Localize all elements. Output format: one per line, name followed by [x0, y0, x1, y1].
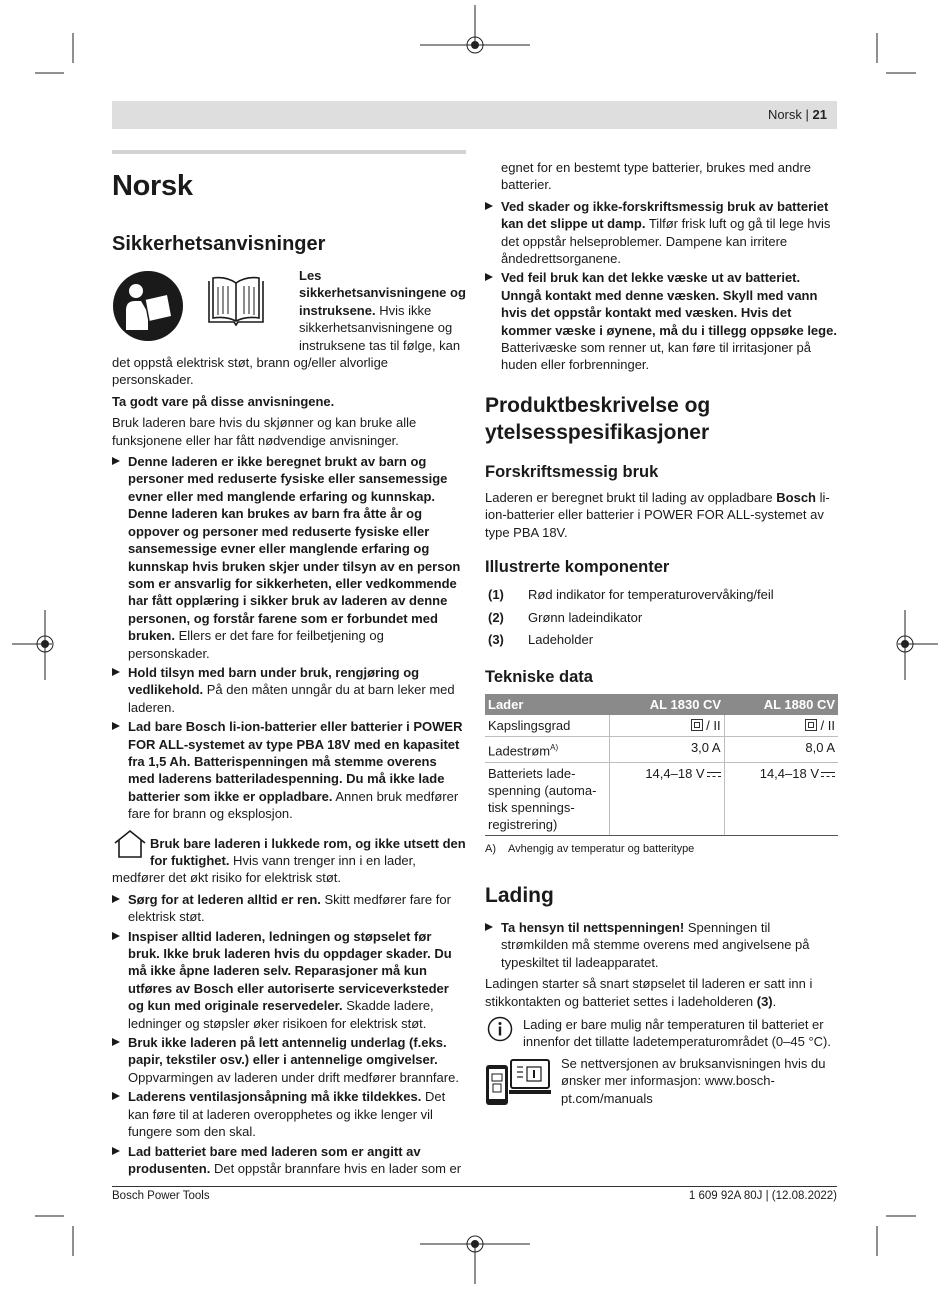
info-icon: [487, 1016, 513, 1042]
web-note-text: Se nettversjonen av bruksanvisningen hvis du ønsker mer informasjon: www.bosch-pt.com/manuals: [561, 1055, 826, 1106]
charging-bullets: [485, 919, 838, 971]
bullet-triangle-icon: [485, 202, 493, 210]
bullet-text: Det oppstår brannfare hvis en lader som er: [210, 1160, 462, 1176]
charge-ref: (3): [756, 993, 773, 1009]
page-footer: [112, 1186, 837, 1202]
row-label: Kapslingsgrad: [485, 715, 610, 737]
column-header-al1880: AL 1880 CV: [724, 694, 838, 715]
bullet-triangle-icon: [112, 668, 120, 676]
indoor-use-paragraph: [112, 833, 466, 887]
footnote-text: Avhengig av temperatur og batteritype: [508, 842, 695, 855]
continued-text: egnet for en bestemt type batterier, brukes med andre batterier.: [501, 160, 812, 193]
bullet-triangle-icon: [485, 923, 493, 931]
tech-data-table: [485, 694, 838, 835]
page-header: [112, 101, 837, 129]
charging-heading: Lading: [485, 884, 554, 908]
safety-bullets-1: [112, 453, 466, 823]
indoor-bold: Bruk bare laderen i lukkede rom, og ikke utsett den for fuktighet.: [150, 835, 466, 868]
table-footnote: [485, 841, 838, 858]
footnote-ref: A): [550, 743, 559, 753]
bullet-text: Ellers er det fare for feilbetjening og personskader.: [128, 628, 384, 661]
row-label: Batteriets lade-spenning (automa-tisk spennings-registrering): [485, 762, 610, 835]
cell-value: 3,0 A: [610, 737, 725, 762]
bullet-triangle-icon: [112, 457, 120, 465]
safety-bullet: [112, 1088, 466, 1140]
read-manual-person-icon: [112, 270, 184, 342]
component-number: (1): [488, 587, 504, 603]
safety-bullet: [112, 891, 466, 926]
cell-text: / II: [706, 718, 721, 734]
safety-bullet: [485, 198, 838, 268]
page-title: Norsk: [112, 170, 193, 202]
footer-brand: Bosch Power Tools: [112, 1190, 210, 1202]
table-header-row: [485, 694, 838, 715]
safety-bullet: [112, 453, 466, 662]
component-row: [485, 584, 838, 606]
cell-text: 14,4–18 V: [759, 765, 819, 781]
bullet-text: Skitt medfører fare for elektrisk støt.: [128, 891, 451, 925]
safety-heading: Sikkerhetsanvisninger: [112, 233, 326, 255]
usage-paragraph: Bruk laderen bare hvis du skjønner og kan bruke alle funksjonene eller har fått nødvendige anvisninger.: [112, 415, 417, 448]
component-number: (3): [488, 631, 504, 647]
bullet-bold: Inspiser alltid laderen, ledningen og støpselet før bruk. Ikke bruk laderen hvis du oppdager skader. Du må ikke åpne laderen selv. Reparasjoner må kun utføres av Bosch eller autoriserte serviceverksteder og kun med originale reservedeler.: [128, 928, 452, 1014]
info-note: [485, 1016, 838, 1051]
bullet-text: Annen bruk medfører fare for brann og eksplosjon.: [128, 788, 459, 822]
bullet-text: Oppvarmingen av laderen under drift medfører brannfare.: [128, 1069, 459, 1085]
intro-text: Hvis ikke sikkerhetsanvisningene og instruksene tas til følge, kan det oppstå elektrisk støt, brann og/eller alvorlige personskader.: [112, 302, 461, 388]
bullet-bold: Denne laderen er ikke beregnet brukt av barn og personer med reduserte fysiske eller sansemessige evner eller med manglende erfaring og kunnskap. Denne laderen kan brukes av barn fra åtte år og oppover og personer med reduserte fysiske eller sansemessige evner eller manglende erfaring og kunnskap hvis bruken skjer under tilsyn av en person som er ansvarlig for sikkerheten, eller vedkommende har fått opplæring i sikker bruk av laderen av denne personen, og forstår farene som er forbundet med bruken.: [128, 454, 461, 644]
page-number: 21: [812, 107, 827, 122]
bullet-text: Det kan føre til at laderen overopphetes og ikke lenger vil fungere som den skal.: [128, 1089, 446, 1140]
bullet-bold: Ta hensyn til nettspenningen!: [501, 920, 685, 936]
component-number: (2): [488, 609, 504, 625]
cell-text: / II: [820, 718, 835, 734]
component-label: Rød indikator for temperaturovervåking/feil: [528, 587, 774, 603]
bullet-bold: Laderens ventilasjonsåpning må ikke tildekkes.: [128, 1089, 422, 1105]
table-row: [485, 737, 838, 762]
column-header-lader: Lader: [485, 694, 610, 715]
footer-doc-number: 1 609 92A 80J | (12.08.2022): [688, 1190, 837, 1202]
bullet-bold: Hold tilsyn med barn under bruk, rengjøring og vedlikehold.: [128, 664, 420, 698]
safety-bullet: [112, 718, 466, 822]
keep-instructions-bold: Ta godt vare på disse anvisningene.: [112, 393, 335, 409]
header-language: Norsk: [767, 107, 802, 122]
right-column: [485, 159, 838, 1113]
footnote-mark: A): [485, 842, 496, 855]
web-manual-icon: [485, 1057, 551, 1111]
cell-text: 14,4–18 V: [645, 765, 705, 781]
bullet-triangle-icon: [112, 1038, 120, 1046]
bullet-triangle-icon: [112, 1147, 120, 1155]
indoor-text: Hvis vann trenger inn i en lader, medfører det økt risiko for elektrisk støt.: [112, 853, 416, 886]
bullet-bold: Bruk ikke laderen på lett antennelig underlag (f.eks. papir, tekstiler osv.) eller i antennelige omgivelser.: [128, 1035, 447, 1068]
cell-value: [610, 715, 725, 737]
web-manual-note: [485, 1055, 838, 1113]
bullet-bold: Lad bare Bosch li-ion-batterier eller batterier i POWER FOR ALL-systemet av type PBA 18V med en kapasitet fra 1,5 Ah. Batterispenningen må stemme overens med laderens batteriladespenning. Du må ikke lade batterier som ikke er oppladbare.: [128, 719, 463, 804]
product-heading: Produktbeskrivelse og ytelsesspesifikasjoner: [485, 393, 711, 444]
protection-class-icon: [805, 719, 817, 731]
keep-instructions: [112, 393, 466, 410]
charging-start-paragraph: [485, 975, 838, 1010]
column-header-al1830: AL 1830 CV: [610, 694, 725, 715]
bullet-triangle-icon: [112, 932, 120, 940]
cell-value: 8,0 A: [724, 737, 838, 762]
component-label: Grønn ladeindikator: [528, 609, 643, 625]
header-separator: |: [805, 107, 809, 122]
bullet-bold: Ved skader og ikke-forskriftsmessig bruk av batteriet kan det slippe ut damp.: [501, 198, 829, 232]
components-heading: Illustrerte komponenter: [485, 558, 670, 577]
bullet-text: Skadde ladere, ledninger og støpsler øker risikoen for elektrisk støt.: [128, 998, 434, 1031]
bullet-bold: Ved feil bruk kan det lekke væske ut av batteriet. Unngå kontakt med denne væsken. Skyll med vann hvis det oppstår kontakt med væsken. Hvis det kommer væske i øynene, må du i tillegg oppsøke lege.: [501, 270, 837, 338]
component-row: [485, 607, 838, 629]
components-list: [485, 584, 838, 651]
bullet-triangle-icon: [112, 722, 120, 730]
safety-bullet: [112, 1034, 466, 1086]
table-row: [485, 762, 838, 835]
safety-bullets-2: [112, 891, 466, 1178]
row-label-text: Ladestrøm: [488, 743, 551, 759]
intended-brand: Bosch: [776, 489, 816, 505]
safety-bullet: [112, 928, 466, 1032]
cell-value: [724, 762, 838, 835]
bullet-text: På den måten unngår du at barn leker med laderen.: [128, 682, 455, 715]
dc-symbol-icon: [821, 771, 835, 778]
info-note-text: Lading er bare mulig når temperaturen til batteriet er innenfor det tillatte ladetemperaturområdet (0–45 °C).: [523, 1017, 831, 1050]
charge-start-text: Ladingen starter så snart støpselet til laderen er satt inn i stikkontakten og batteriet settes i ladeholderen: [485, 976, 813, 1009]
safety-bullet: [485, 269, 838, 373]
component-row: [485, 629, 838, 651]
component-label: Ladeholder: [528, 631, 594, 647]
intended-use-heading: Forskriftsmessig bruk: [485, 462, 659, 481]
intended-text-pre: Laderen er beregnet brukt til lading av oppladbare: [485, 489, 777, 505]
protection-class-icon: [691, 719, 703, 731]
left-column: [112, 150, 466, 1181]
intro-bold: Les sikkerhetsanvisningene og instruksene.: [299, 268, 466, 318]
dc-symbol-icon: [707, 771, 721, 778]
safety-bullet: [112, 664, 466, 716]
tech-data-heading: Tekniske data: [485, 668, 593, 687]
bullet-bold: Lad batteriet bare med laderen som er angitt av produsenten.: [128, 1143, 421, 1176]
bullet-text: Spenningen til strømkilden må stemme overens med angivelsene på typeskiltet til ladeapparatet.: [501, 920, 810, 970]
indoor-house-icon: [112, 829, 148, 859]
bullet-bold: Sørg for at lederen alltid er ren.: [128, 891, 321, 907]
intended-text-post: li-ion-batterier eller batterier i POWER FOR ALL-systemet av type PBA 18V.: [485, 489, 830, 540]
open-book-icon: [206, 275, 266, 327]
battery-bullets: [485, 198, 838, 374]
bullet-text: Tilfør frisk luft og gå til lege hvis det oppstår helseproblemer. Dampene kan irritere åndedrettsorganene.: [501, 216, 831, 267]
read-instructions-intro: [112, 267, 466, 389]
charge-end: .: [772, 993, 777, 1009]
bullet-triangle-icon: [485, 273, 493, 281]
safety-bullet: [112, 1143, 466, 1178]
section-rule: [112, 150, 466, 154]
cell-value: [610, 762, 725, 835]
bullet-triangle-icon: [112, 1092, 120, 1100]
bullet-triangle-icon: [112, 895, 120, 903]
table-row: [485, 715, 838, 737]
header-text: [768, 107, 827, 122]
safety-bullet: [485, 919, 838, 971]
bullet-text: Batterivæske som renner ut, kan føre til irritasjoner på huden eller forbrenninger.: [501, 340, 811, 373]
intro-icons: [112, 267, 299, 337]
intended-use-paragraph: [485, 489, 838, 541]
row-label: [485, 737, 610, 762]
cell-value: [724, 715, 838, 737]
